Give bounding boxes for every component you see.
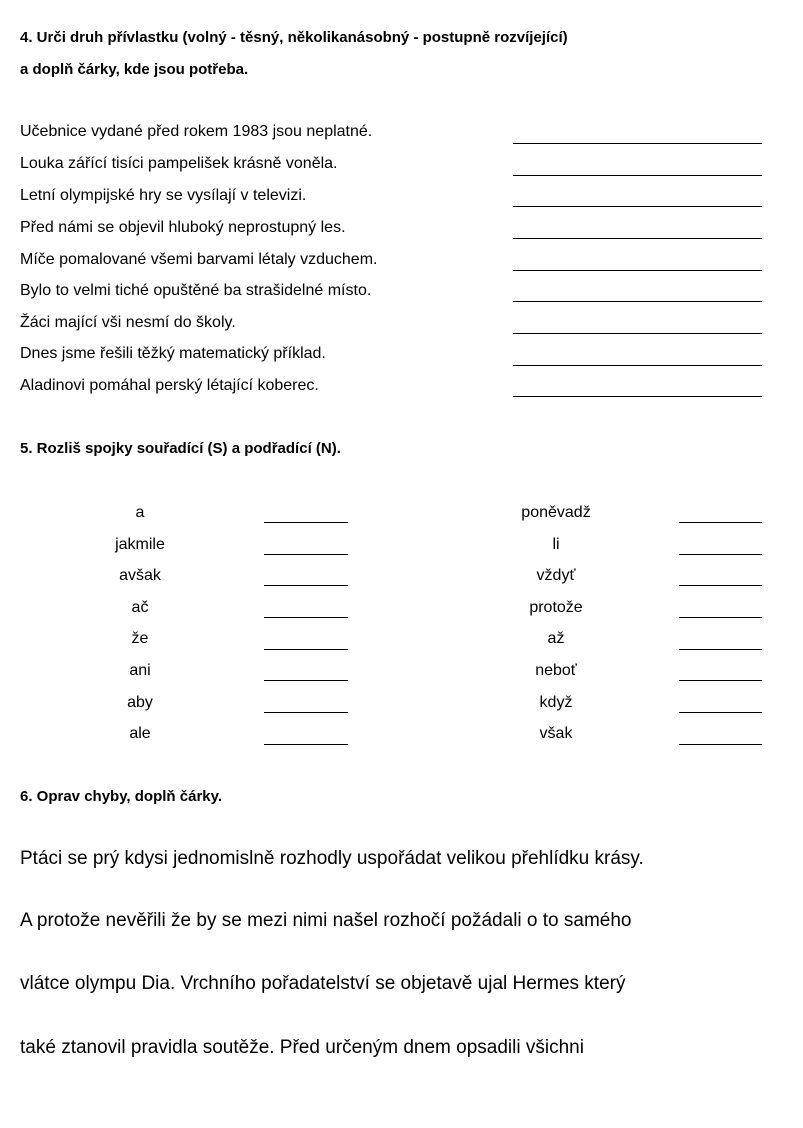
conj-left-answer-line-3[interactable] (264, 585, 348, 586)
task4-heading-line2: a doplň čárky, kde jsou potřeba. (20, 61, 249, 78)
conj-right-answer-line-8[interactable] (679, 744, 762, 745)
conj-right-3: vždyť (536, 567, 576, 584)
task4-heading-line1: 4. Urči druh přívlastku (volný - těsný, několikanásobný - postupně rozvíjející) (20, 29, 568, 46)
conj-right-5: až (547, 630, 565, 647)
conj-left-1: a (135, 504, 145, 521)
conj-right-6: neboť (535, 662, 577, 679)
conj-right-answer-line-5[interactable] (679, 649, 762, 650)
task4-sentence-1: Učebnice vydané před rokem 1983 jsou neplatné. (20, 123, 373, 140)
task4-sentence-7: Žáci mající vši nesmí do školy. (20, 314, 236, 331)
conj-right-answer-line-1[interactable] (679, 522, 762, 523)
conj-left-8: ale (129, 725, 151, 742)
task4-sentence-3: Letní olympijské hry se vysílají v televizi. (20, 187, 307, 204)
conj-left-answer-line-1[interactable] (264, 522, 348, 523)
conj-right-4: protože (529, 599, 583, 616)
conj-left-5: že (131, 630, 149, 647)
conj-left-6: ani (129, 662, 151, 679)
task4-sentence-6: Bylo to velmi tiché opuštěné ba strašidelné místo. (20, 282, 372, 299)
task4-sentence-9: Aladinovi pomáhal perský létající koberec. (20, 377, 319, 394)
conj-left-4: ač (131, 599, 149, 616)
task5-heading: 5. Rozliš spojky souřadící (S) a podřadící (N). (20, 440, 341, 457)
task4-sentence-4: Před námi se objevil hluboký neprostupný les. (20, 219, 346, 236)
task6-text-line-3: vlátce olympu Dia. Vrchního pořadatelství se objetavě ujal Hermes který (20, 973, 626, 994)
task6-heading: 6. Oprav chyby, doplň čárky. (20, 788, 223, 805)
task4-answer-line-6[interactable] (513, 301, 762, 302)
task4-answer-line-1[interactable] (513, 143, 762, 144)
task4-sentence-5: Míče pomalované všemi barvami létaly vzduchem. (20, 251, 378, 268)
task6-text-line-1: Ptáci se prý kdysi jednomislně rozhodly uspořádat velikou přehlídku krásy. (20, 848, 644, 869)
conj-right-7: když (539, 694, 573, 711)
conj-left-2: jakmile (115, 536, 165, 553)
task6-text-line-4: také ztanovil pravidla soutěže. Před určeným dnem opsadili všichni (20, 1037, 584, 1058)
task6-text-line-2: A protože nevěřili že by se mezi nimi našel rozhočí požádali o to samého (20, 910, 632, 931)
conj-left-answer-line-8[interactable] (264, 744, 348, 745)
conj-left-answer-line-6[interactable] (264, 680, 348, 681)
conj-left-answer-line-4[interactable] (264, 617, 348, 618)
task4-answer-line-7[interactable] (513, 333, 762, 334)
conj-right-8: však (539, 725, 573, 742)
conj-right-1: poněvadž (521, 504, 591, 521)
task4-sentence-8: Dnes jsme řešili těžký matematický příklad. (20, 345, 326, 362)
conj-right-answer-line-4[interactable] (679, 617, 762, 618)
task4-answer-line-2[interactable] (513, 175, 762, 176)
conj-right-answer-line-2[interactable] (679, 554, 762, 555)
task4-answer-line-3[interactable] (513, 206, 762, 207)
conj-right-answer-line-6[interactable] (679, 680, 762, 681)
conj-left-7: aby (127, 694, 153, 711)
task4-answer-line-4[interactable] (513, 238, 762, 239)
task4-sentence-2: Louka zářící tisíci pampelišek krásně voněla. (20, 155, 338, 172)
conj-left-answer-line-5[interactable] (264, 649, 348, 650)
task4-answer-line-9[interactable] (513, 396, 762, 397)
conj-left-answer-line-2[interactable] (264, 554, 348, 555)
conj-left-3: avšak (119, 567, 161, 584)
task4-answer-line-5[interactable] (513, 270, 762, 271)
conj-left-answer-line-7[interactable] (264, 712, 348, 713)
task4-answer-line-8[interactable] (513, 365, 762, 366)
conj-right-answer-line-7[interactable] (679, 712, 762, 713)
conj-right-answer-line-3[interactable] (679, 585, 762, 586)
conj-right-2: li (552, 536, 560, 553)
